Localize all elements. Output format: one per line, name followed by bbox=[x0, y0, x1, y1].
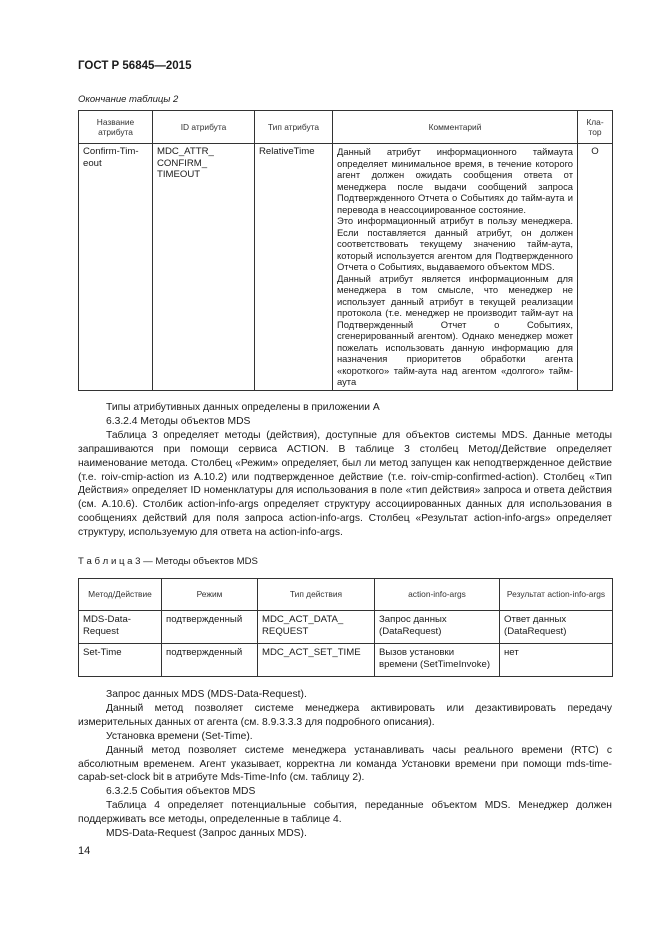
col-header-result: Результат action-info-args bbox=[500, 579, 613, 611]
col-header-name: Название атрибута bbox=[79, 111, 153, 144]
methods-table bbox=[78, 578, 613, 677]
method-cell: MDS-Data-Request bbox=[79, 611, 162, 644]
section-heading: 6.3.2.4 Методы объектов MDS bbox=[106, 415, 251, 427]
mode-cell: подтвержденный bbox=[162, 644, 258, 677]
col-header-comment: Комментарий bbox=[333, 111, 578, 144]
mode-cell: подтвержденный bbox=[162, 611, 258, 644]
paragraph: MDS-Data-Request (Запрос данных MDS). bbox=[106, 828, 307, 840]
attr-type-cell: RelativeTime bbox=[255, 144, 333, 391]
table-row bbox=[79, 144, 613, 391]
col-header-method: Метод/Действие bbox=[79, 579, 162, 611]
col-header-id: ID атрибута bbox=[153, 111, 255, 144]
paragraph: Таблица 4 определяет потенциальные события, переданные объектом MDS. Менеджер должен поддерживать все методы, определенные в таблице 4. bbox=[78, 800, 612, 826]
col-header-args: action-info-args bbox=[375, 579, 500, 611]
paragraph: Данный метод позволяет системе менеджера активировать или дезактивировать передачу измерительных данных от агента (см. 8.9.3.3.3 для подробного описания). bbox=[78, 702, 612, 728]
document-header: ГОСТ Р 56845—2015 bbox=[78, 60, 192, 72]
table3-caption: Т а б л и ц а 3 — Методы объектов MDS bbox=[78, 556, 258, 567]
result-cell: Ответ данных (DataRequest) bbox=[500, 611, 613, 644]
col-header-qualifier: Кла-тор bbox=[578, 111, 613, 144]
comment-paragraph: Данный атрибут является информационным для менеджера в том смысле, что менеджер не использует данный атрибут в текущей реализации протокола (т.е. менеджер не производит тайм-аут на Подтвержденный Отчет о Событиях, сгенерированный агентом). Однако менеджер может пожелать использовать данную информацию для назначения приоритетов обработки агента «короткого» тайм-аута над агентом «долгого» тайм-аута bbox=[337, 272, 573, 387]
args-cell: Вызов установки времени (SetTimeInvoke) bbox=[375, 644, 500, 677]
attr-qualifier-cell: O bbox=[578, 144, 613, 391]
attr-name-cell: Confirm-Tim-eout bbox=[79, 144, 153, 391]
comment-paragraph: Данный атрибут информационного таймаута определяет минимальное время, в течение которого агент должен ожидать сообщения ответа от менеджера после выдачи сообщений запроса Подтвержденного Отчета о Событиях до тайм-аута и перевода в неассоциированное состояние. bbox=[337, 146, 573, 215]
paragraph: Таблица 3 определяет методы (действия), доступные для объектов системы MDS. Данные методы запрашиваются при помощи сервиса ACTION. В таблице 3 столбец Метод/Действие определяет наименование метода. Столбец «Режим» определяет, был ли метод запущен как неподтвержденное действие (т.е. roiv-cmip-action из A.10.2) или подтвержденное действие (т.е. roiv-cmip-confirmed-action). Столбец «Тип Действия» определяет ID номенклатуры для использования в поле «тип действия» запроса и ответа действия (см. A.10.6). Столбик action-info-args определяет структуру ассоциированных данных для использования в сообщениях действий для поля запроса action-info-args. Столбец «Результат action-info-args» определяет структуру, используемую для ответа на action-info-args. bbox=[78, 429, 612, 539]
section-heading: 6.3.2.5 События объектов MDS bbox=[106, 786, 256, 798]
paragraph: Данный метод позволяет системе менеджера устанавливать часы реального времени (RTC) с абсолютным временем. Агент указывает, корректна ли команда Установки времени при помощи mds-time-capab-set-clock bit в атрибуте Mds-Time-Info (см. таблицу 2). bbox=[78, 744, 612, 784]
col-header-action-type: Тип действия bbox=[258, 579, 375, 611]
table-row bbox=[79, 611, 613, 644]
paragraph: Запрос данных MDS (MDS-Data-Request). bbox=[106, 689, 307, 700]
action-type-cell: MDC_ACT_DATA_ REQUEST bbox=[258, 611, 375, 644]
table2-continuation-caption: Окончание таблицы 2 bbox=[78, 94, 179, 105]
method-cell: Set-Time bbox=[79, 644, 162, 677]
table-row bbox=[79, 644, 613, 677]
col-header-type: Тип атрибута bbox=[255, 111, 333, 144]
attributes-table bbox=[78, 110, 613, 391]
paragraph: Типы атрибутивных данных определены в приложении A bbox=[106, 402, 380, 413]
table-header-row bbox=[79, 111, 613, 144]
args-cell: Запрос данных (DataRequest) bbox=[375, 611, 500, 644]
page-number: 14 bbox=[78, 845, 91, 857]
col-header-mode: Режим bbox=[162, 579, 258, 611]
comment-paragraph: Это информационный атрибут в пользу менеджера. Если поставляется данный атрибут, он должен соответствовать текущему значению тайм-аута, который используется агентом для Подтвержденного Отчета о Событиях, выдаваемого объектом MDS. bbox=[337, 215, 573, 272]
attr-comment-cell bbox=[333, 144, 578, 391]
result-cell: нет bbox=[500, 644, 613, 677]
action-type-cell: MDC_ACT_SET_TIME bbox=[258, 644, 375, 677]
methods-description-section bbox=[78, 688, 612, 841]
table-header-row bbox=[79, 579, 613, 611]
methods-section bbox=[78, 401, 612, 540]
attr-id-cell: MDC_ATTR_ CONFIRM_ TIMEOUT bbox=[153, 144, 255, 391]
paragraph: Установка времени (Set-Time). bbox=[106, 730, 253, 742]
